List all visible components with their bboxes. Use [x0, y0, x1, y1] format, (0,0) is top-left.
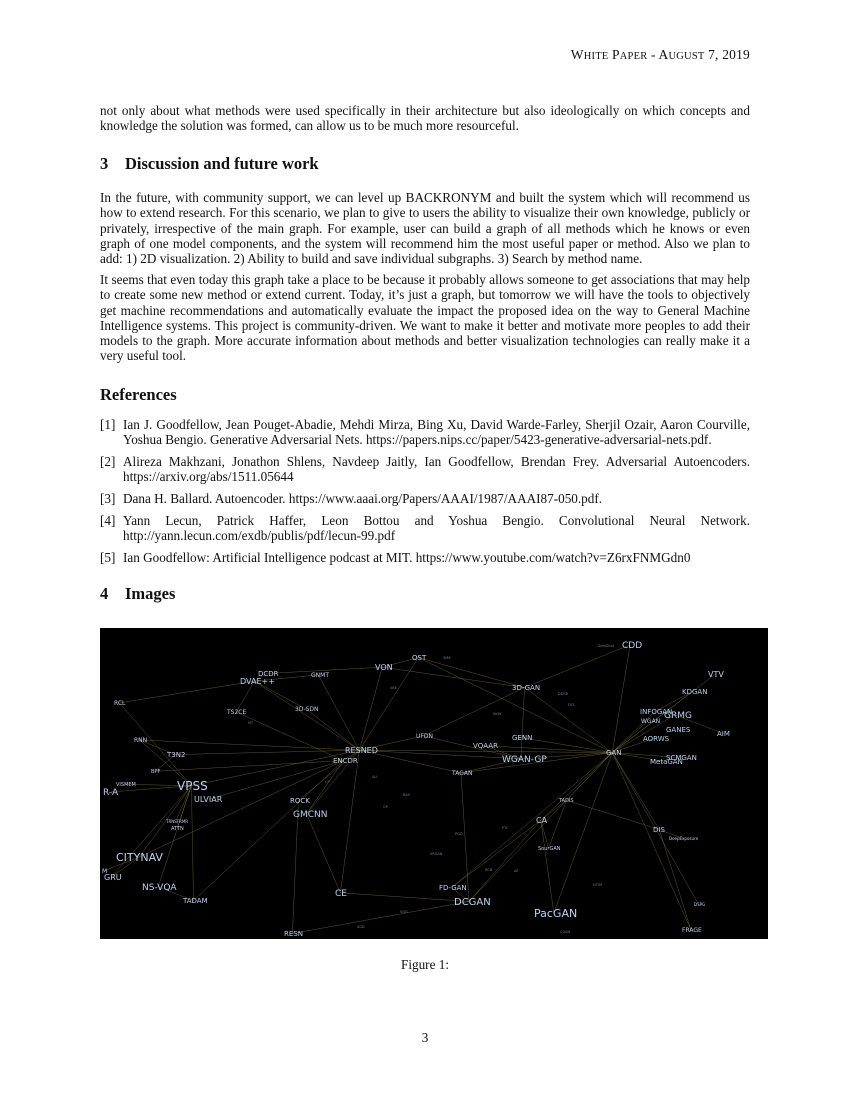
graph-minor-label: CGAN: [560, 930, 571, 934]
graph-node-label: PacGAN: [534, 907, 578, 920]
reference-item: [100, 491, 750, 506]
graph-node-label: WGAN-GP: [502, 755, 547, 765]
graph-node-label: TADIS: [559, 798, 574, 804]
reference-label: [2]: [100, 454, 116, 470]
section-3-paragraph-1: In the future, with community support, we can level up BACKRONYM and built the system which will recommend us how to extend research. For this scenario, we plan to give to users the ability to visualize their own knowledge, publicly or privately, irrespective of the main graph. For example, user can build a graph of all methods which he knows or even graph of one model components, and the system will recommend him the most useful paper or method. Also we plan to add: 1) 2D visualization. 2) Ability to build and save individual subgraphs. 3) Search by method name.: [100, 190, 750, 267]
graph-node-label: RESNED: [345, 746, 378, 755]
graph-node-label: 3D-GAN: [512, 684, 541, 692]
reference-label: [5]: [100, 550, 116, 566]
graph-edge: [340, 893, 469, 902]
graph-minor-label: ALI: [372, 775, 378, 779]
graph-edge: [612, 645, 630, 753]
graph-minor-label: PTC: [502, 826, 509, 830]
graph-node-label: WGAN: [641, 718, 661, 725]
graph-minor-label: VGG: [400, 910, 408, 914]
figure-caption: Figure 1:: [401, 957, 449, 972]
graph-edge: [469, 820, 541, 901]
reference-text: Yann Lecun, Patrick Haffer, Leon Bottou and Yoshua Bengio. Convolutional Neural Network. http://yann.lecun.com/exdb/publis/pdf/lecun-99.pdf: [123, 512, 750, 544]
graph-edge: [541, 820, 554, 913]
method-graph: [100, 628, 768, 939]
section-4-heading: [100, 584, 175, 604]
graph-node-label: M: [102, 868, 108, 875]
graph-minor-label: VAE: [390, 686, 397, 690]
intro-paragraph: not only about what methods were used specifically in their architecture but also ideologically on which concepts and knowledge the solution was formed, can allow us to be much more resourceful.: [100, 103, 750, 134]
graph-node-label: SCMGAN: [666, 754, 697, 762]
graph-node-label: GMCNN: [293, 810, 328, 820]
graph-edge: [382, 667, 524, 687]
references-list: [100, 417, 750, 572]
graph-minor-labels: [248, 644, 615, 934]
graph-node-label: DSPG: [694, 902, 706, 907]
graph-edge: [139, 740, 359, 750]
graph-minor-label: SGD: [357, 925, 365, 929]
graph-node-label: ROCK: [290, 797, 310, 805]
reference-label: [3]: [100, 491, 116, 507]
graph-node-label: GNMT: [311, 672, 329, 679]
graph-node-label: KDGAN: [682, 688, 708, 696]
graph-node-label: FRAGE: [682, 927, 702, 934]
page-number: 3: [421, 1030, 429, 1045]
graph-edge: [452, 820, 541, 887]
graph-node-label: CDD: [622, 641, 643, 651]
reference-text: Dana H. Ballard. Autoencoder. https://www.aaai.org/Papers/AAAI/1987/AAAI87-050.pdf.: [123, 491, 603, 507]
graph-node-label: CA: [536, 816, 548, 825]
graph-node-label: TADAM: [183, 897, 208, 905]
graph-edge: [469, 753, 612, 902]
graph-node-label: 3D-SDN: [295, 706, 319, 713]
reference-label: [4]: [100, 512, 116, 528]
references-heading: References: [100, 385, 177, 404]
graph-node-label: DCGAN: [454, 897, 491, 908]
graph-node-label: T3N2: [167, 751, 186, 759]
graph-node-label: RESN: [284, 930, 303, 938]
graph-node-label: BPF: [151, 769, 161, 775]
reference-item: [100, 454, 750, 485]
section-3-heading: [100, 154, 319, 174]
graph-node-label: TAGAN: [452, 770, 473, 777]
graph-edge: [525, 688, 613, 753]
graph-node-label: GENN: [512, 734, 533, 742]
graph-edge: [452, 753, 613, 888]
graph-edge: [119, 681, 254, 703]
graph-node-label: ENCDR: [333, 757, 358, 765]
graph-node-label: MetaGAN: [650, 758, 683, 766]
graph-node-label: RNN: [134, 737, 148, 744]
section-title: Discussion and future work: [125, 154, 319, 173]
graph-edge: [194, 761, 344, 901]
running-header: [571, 47, 750, 63]
graph-edge: [359, 667, 382, 750]
graph-edge: [307, 761, 344, 814]
graph-node-label: R-A: [103, 788, 119, 798]
reference-item: [100, 550, 750, 565]
section-number: 3: [100, 154, 109, 173]
section-title: Images: [125, 584, 176, 603]
section-number: 4: [100, 584, 109, 603]
graph-edge: [292, 801, 298, 934]
graph-node-labels: [102, 641, 730, 938]
graph-edge: [521, 688, 525, 759]
graph-minor-label: SRGAN: [430, 852, 443, 856]
graph-minor-label: RCN: [485, 868, 493, 872]
graph-minor-label: BAS: [403, 793, 411, 797]
graph-edge: [418, 658, 524, 688]
graph-node-label: AORWS: [643, 735, 670, 743]
graph-node-label: NS-VQA: [142, 883, 177, 893]
graph-minor-label: LSTM: [593, 883, 603, 887]
graph-node-label: CITYNAV: [116, 851, 163, 864]
graph-node-label: GAN: [606, 749, 622, 757]
graph-edge: [306, 709, 360, 750]
graph-edge: [236, 712, 344, 761]
graph-node-label: DIS: [653, 826, 665, 834]
graph-node-label: GRU: [104, 873, 122, 882]
graph-minor-label: AE: [514, 869, 519, 873]
graph-node-label: ATTN: [171, 826, 184, 832]
graph-minor-label: ZeroShot: [598, 644, 615, 648]
graph-minor-label: MT: [248, 721, 254, 725]
reference-text: Ian J. Goodfellow, Jean Pouget-Abadie, Mehdi Mirza, Bing Xu, David Warde-Farley, Sherjil Ozair, Aaron Courville, Yoshua Bengio. Generative Adversarial Nets. https://papers.nips.cc/paper/5423-generative-adversarial-nets.pdf.: [123, 417, 750, 448]
graph-node-label: UFDN: [416, 733, 433, 740]
reference-text: Ian Goodfellow: Artificial Intelligence podcast at MIT. https://www.youtube.com/watch?v=Z6rxFNMGdn0: [123, 550, 691, 566]
graph-node-label: VISMEM: [116, 782, 136, 788]
graph-node-label: RCL: [114, 700, 126, 707]
reference-text: Alireza Makhzani, Jonathon Shlens, Navdeep Jaitly, Ian Goodfellow, Brendan Frey. Adversarial Autoencoders. https://arxiv.org/abs/1511.05644: [123, 454, 750, 485]
graph-node-label: FD-GAN: [439, 884, 467, 892]
graph-node-label: INFOGAN: [640, 708, 673, 716]
graph-figure: [100, 628, 768, 939]
graph-minor-label: SMA: [443, 656, 451, 660]
reference-item: [100, 513, 750, 544]
graph-edge: [659, 830, 691, 930]
graph-minor-label: CP: [325, 780, 330, 784]
graph-minor-label: GP: [383, 805, 388, 809]
graph-node-label: CE: [335, 889, 347, 899]
graph-node-label: ULVIAR: [194, 795, 223, 804]
reference-item: [100, 417, 750, 448]
graph-edge: [554, 753, 613, 914]
section-3-paragraph-2: It seems that even today this graph take a place to be because it probably allows someone to get associations that may help to create some new method or extend current. Today, it’s just a graph, but tomorrow we will have the tools to objectively get machine recommendations and automatically evaluate the impact the proposed idea on the way to General Machine Intelligence systems. This project is community-driven. We want to make it better and motivate more peoples to add their models to the graph. More accurate information about methods and better visualization technologies can really make it a very useful tool.: [100, 272, 750, 364]
graph-edge: [423, 688, 524, 736]
graph-edge: [612, 753, 691, 930]
graph-node-label: TS2CE: [227, 709, 247, 716]
graph-node-label: SourGAN: [538, 846, 561, 852]
graph-node-label: DeepExposure: [669, 836, 699, 841]
graph-node-label: TRNSFRMR: [166, 819, 189, 824]
graph-minor-label: DDSR: [558, 692, 569, 696]
graph-edge: [340, 750, 359, 893]
graph-node-label: GRMG: [664, 711, 692, 721]
graph-minor-label: SKIN: [493, 712, 502, 716]
graph-node-label: VPSS: [177, 779, 208, 793]
reference-label: [1]: [100, 417, 116, 432]
graph-node-label: OST: [412, 654, 427, 662]
graph-edge: [292, 902, 469, 934]
graph-edge: [307, 814, 341, 893]
graph-edge: [318, 675, 359, 750]
graph-node-label: AIM: [717, 730, 730, 738]
graph-node-label: VTV: [708, 670, 724, 679]
graph-node-label: VON: [375, 663, 393, 672]
graph-node-label: GANES: [666, 726, 691, 734]
graph-node-label: DCDR: [258, 670, 279, 678]
graph-edge: [156, 761, 344, 772]
graph-node-label: VQAAR: [473, 742, 498, 750]
graph-minor-label: DCL: [568, 703, 576, 707]
graph-node-label: DVAE++: [240, 677, 275, 686]
graph-edge: [567, 800, 660, 829]
graph-edge: [525, 645, 631, 688]
graph-edge: [175, 750, 359, 754]
graph-edge: [541, 753, 613, 821]
graph-edge: [461, 773, 469, 902]
graph-edge: [254, 681, 359, 750]
header-text: WHITE PAPER - AUGUST 7, 2019: [570, 47, 750, 62]
graph-minor-label: PGD: [455, 832, 463, 836]
